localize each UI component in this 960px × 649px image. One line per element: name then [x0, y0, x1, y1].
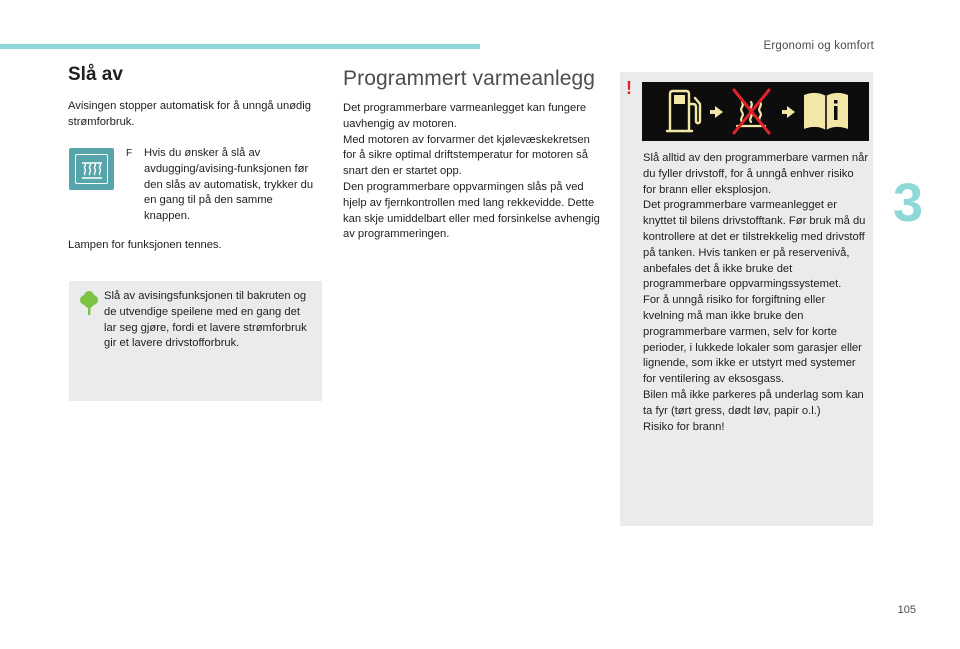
warning-text: Slå alltid av den programmerbare varmen når du fyller drivstoff, for å unngå enhver risiko for brann eller eksplosjon. Det programmerbare varmeanlegget er knyttet til bilens drivstofftank. Før bruk må du kontrollere at det er tilstrekkelig med drivstoff på tanken. Hvis tanken er på reservenivå, anbefales det å ikke bruke det programmerbare oppvarmingssystemet. For å unngå risiko for forgiftning eller kvelning må man ikke bruke den programmerbare varmen, selv for korte perioder, i lukkede lokaler som garasjer eller lignende, som ikke er utstyrt med systemer for ventilering av eksosgass. Bilen må ikke parkeres på underlag som kan ta fyr (tørt gress, dødt løv, papir o.l.) Risiko for brann! [643, 152, 869, 433]
step-marker: F [126, 148, 133, 159]
warning-pictogram-banner [642, 82, 869, 141]
arrow-right-icon [710, 106, 723, 118]
chapter-title: Ergonomi og komfort [763, 40, 874, 52]
page-number: 105 [897, 604, 916, 616]
warning-pictogram [642, 82, 869, 141]
chapter-number: 3 [893, 173, 924, 233]
arrow-right-icon [782, 106, 795, 118]
programmed-heater-text: Det programmerbare varmeanlegget kan fungere uavhengig av motoren. Med motoren av forvarmer det kjølevæskekretsen for å sikre optimal driftstemperatur for motoren så snart den er startet opp. Den programmerbare oppvarmingen slås på ved hjelp av fjernkontrollen med lang rekkevidde. Dette kan skje umiddelbart eller med forsinkelse avhengig av programmeringen. [343, 102, 600, 241]
manual-info-icon [804, 93, 848, 130]
lamp-note: Lampen for funksjonen tennes. [68, 239, 222, 251]
section-heading-turn-off: Slå av [68, 64, 123, 85]
defrost-waves-icon [79, 158, 105, 180]
warning-exclamation-icon: ! [626, 78, 632, 98]
instruction-text: Hvis du ønsker å slå av avdugging/avising-funksjonen før den slås av automatisk, trykker du en gang til på den samme knappen. [144, 147, 314, 223]
fuel-pump-icon [667, 91, 700, 131]
eco-tip-box [69, 281, 322, 401]
eco-tip-text: Slå av avisingsfunksjonen til bakruten og de utvendige speilene med en gang det lar seg gjøre, fordi et lavere strømforbruk gir et lavere drivstofforbruk. [104, 290, 307, 350]
instruction-step [126, 146, 321, 225]
rear-defrost-button-icon [69, 148, 114, 190]
top-accent-bar [0, 44, 480, 49]
section-heading-programmed-heater: Programmert varmeanlegg [343, 67, 596, 90]
intro-paragraph: Avisingen stopper automatisk for å unngå unødig strømforbruk. [68, 100, 311, 128]
eco-tree-icon [79, 291, 99, 317]
